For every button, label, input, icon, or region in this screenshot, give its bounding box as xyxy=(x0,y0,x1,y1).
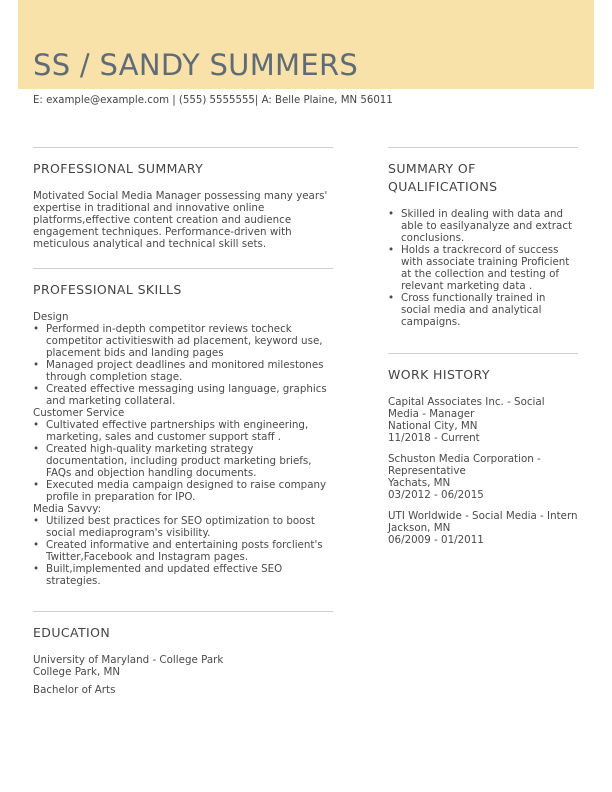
section-divider xyxy=(33,611,333,612)
skill-group-customer-service xyxy=(33,407,333,503)
skill-group-heading: Media Savvy: xyxy=(33,503,102,515)
education-degree: Bachelor of Arts xyxy=(33,684,116,696)
list-item: • Created high-quality marketing strategy documentation, including product marketing briefs, FAQs and objection handling documents. xyxy=(33,443,333,479)
work-dates: 03/2012 - 06/2015 xyxy=(388,489,484,501)
skill-group-design xyxy=(33,311,333,407)
work-dates: 06/2009 - 01/2011 xyxy=(388,534,484,546)
list-item: • Holds a trackrecord of success with associate training Proficient at the collection and testing of relevant marketing data . xyxy=(388,244,578,292)
education-school: University of Maryland - College Park xyxy=(33,654,224,666)
qualifications-title: SUMMARY OF QUALIFICATIONS xyxy=(388,161,498,194)
skill-group-heading: Design xyxy=(33,311,69,323)
work-title: WORK HISTORY xyxy=(388,367,490,382)
list-item: • Utilized best practices for SEO optimization to boost social mediaprogram's visibility. xyxy=(33,515,333,539)
section-divider xyxy=(388,353,578,354)
section-divider xyxy=(33,268,333,269)
candidate-name: SS / SANDY SUMMERS xyxy=(33,48,359,82)
list-item: • Created informative and entertaining posts forclient's Twitter,Facebook and Instagram pages. xyxy=(33,539,333,563)
skill-group-media-savvy xyxy=(33,503,333,587)
section-divider xyxy=(388,147,578,148)
list-item: • Skilled in dealing with data and able to easilyanalyze and extract conclusions. xyxy=(388,208,578,244)
contact-line: E: example@example.com | (555) 5555555| A: Belle Plaine, MN 56011 xyxy=(33,95,393,106)
list-item: • Built,implemented and updated effective SEO strategies. xyxy=(33,563,333,587)
education-location: College Park, MN xyxy=(33,666,121,678)
work-location: Yachats, MN xyxy=(388,477,451,489)
right-column xyxy=(388,147,578,555)
work-entry xyxy=(388,510,578,546)
list-item: • Executed media campaign designed to raise company profile in preparation for IPO. xyxy=(33,479,333,503)
work-entry xyxy=(388,396,578,444)
education-title: EDUCATION xyxy=(33,625,111,640)
list-item: • Cross functionally trained in social media and analytical campaigns. xyxy=(388,292,578,328)
work-location: Jackson, MN xyxy=(388,522,451,534)
section-divider xyxy=(33,147,333,148)
work-dates: 11/2018 - Current xyxy=(388,432,480,444)
work-employer: Capital Associates Inc. - Social Media - Manager xyxy=(388,396,545,420)
work-employer: Schuston Media Corporation - Representative xyxy=(388,453,541,477)
work-location: National City, MN xyxy=(388,420,478,432)
summary-title: PROFESSIONAL SUMMARY xyxy=(33,161,204,176)
list-item: • Managed project deadlines and monitored milestones through completion stage. xyxy=(33,359,333,383)
skill-group-heading: Customer Service xyxy=(33,407,125,419)
work-employer: UTI Worldwide - Social Media - Intern xyxy=(388,510,578,522)
list-item: • Created effective messaging using language, graphics and marketing collateral. xyxy=(33,383,333,407)
summary-text: Motivated Social Media Manager possessing many years' expertise in traditional and innovative online platforms,effective content creation and audience engagement techniques. Performance-driven with meticulous analytical and technical skill sets. xyxy=(33,190,328,250)
list-item: • Cultivated effective partnerships with engineering, marketing, sales and customer support staff . xyxy=(33,419,333,443)
list-item: • Performed in-depth competitor reviews tocheck competitor activitieswith ad placement, keyword use, placement bids and landing pages xyxy=(33,323,333,359)
work-entry xyxy=(388,453,578,501)
skills-title: PROFESSIONAL SKILLS xyxy=(33,282,182,297)
left-column xyxy=(33,147,333,696)
